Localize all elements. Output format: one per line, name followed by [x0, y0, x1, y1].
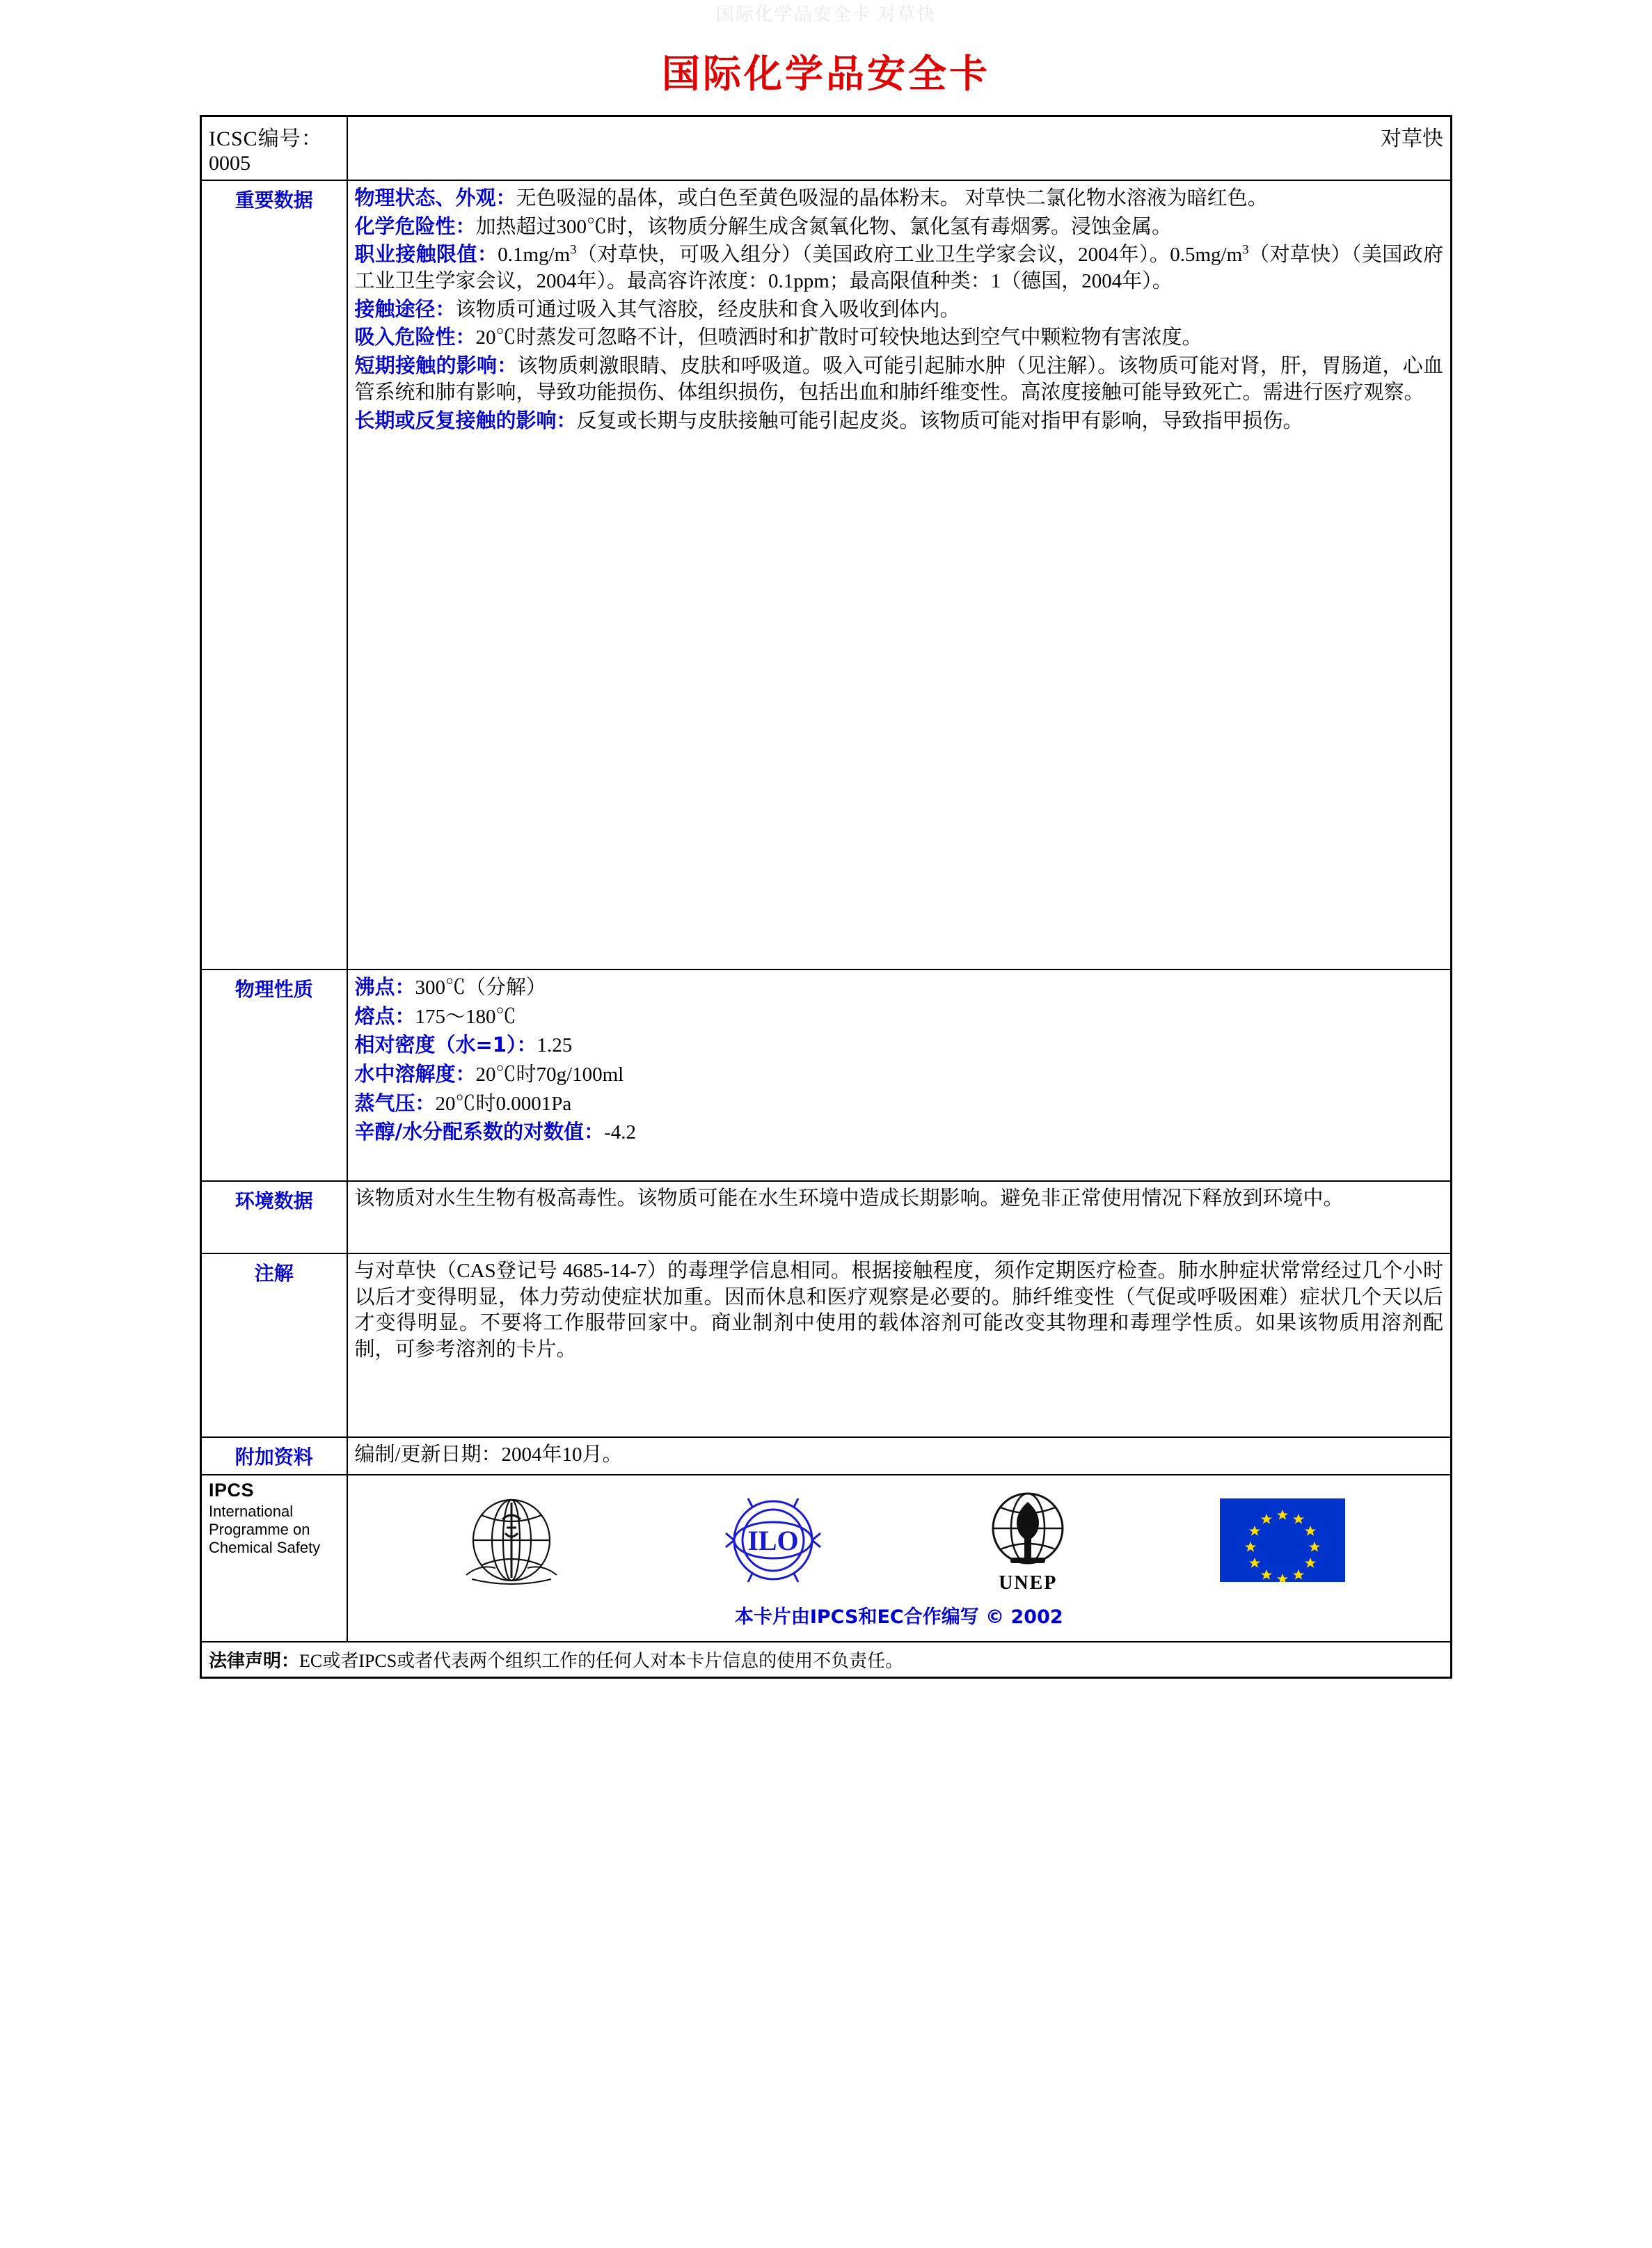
- notes-label: 注解: [201, 1253, 347, 1437]
- phys-item: [355, 1091, 1444, 1118]
- item-text: 175～180℃: [415, 1005, 516, 1028]
- item-text: 该物质刺激眼睛、皮肤和呼吸道。吸入可能引起肺水肿（见注解）。该物质可能对肾，肝，胃肠道，心血管系统和肺有影响，导致功能损伤、体组织损伤，包括出血和肺纤维变性。高浓度接触可能导致死亡。需进行医疗观察。: [354, 355, 1443, 404]
- credit-line: 本卡片由IPCS和EC合作编写 © 2002: [734, 1606, 1063, 1628]
- ipcs-title: IPCS: [209, 1480, 255, 1501]
- important-data-item: [355, 242, 1444, 294]
- item-text: 反复或长期与皮肤接触可能引起皮炎。该物质可能对指甲有影响，导致指甲损伤。: [576, 409, 1303, 432]
- page-title: 国际化学品安全卡: [661, 52, 990, 96]
- unep-label: UNEP: [999, 1572, 1058, 1594]
- phys-item: [355, 1004, 1444, 1031]
- additional-row: [201, 1437, 1452, 1475]
- logos-and-credit: [347, 1475, 1452, 1642]
- item-keyword: 蒸气压：: [354, 1091, 436, 1115]
- eu-flag: [1220, 1498, 1345, 1585]
- important-data-item: [355, 214, 1444, 241]
- item-text: 无色吸湿的晶体，或白色至黄色吸湿的晶体粉末。 对草快二氯化物水溶液为暗红色。: [516, 187, 1268, 209]
- unep-logo: [976, 1489, 1080, 1594]
- item-text: 20℃时70g/100ml: [475, 1063, 624, 1086]
- environmental-data-row: [201, 1181, 1452, 1253]
- item-keyword: 水中溶解度：: [354, 1062, 476, 1086]
- environmental-data-content: [347, 1181, 1452, 1253]
- phys-item: [355, 1032, 1444, 1059]
- legal-label: 法律声明：: [209, 1651, 300, 1672]
- additional-label: 附加资料: [201, 1437, 347, 1475]
- environmental-data-text: 该物质对水生生物有极高毒性。该物质可能在水生环境中造成长期影响。避免非正常使用情况下释放到环境中。: [354, 1187, 1344, 1210]
- faint-header-text: 国际化学品安全卡 对草快: [715, 4, 937, 24]
- important-data-label: 重要数据: [201, 180, 347, 969]
- item-keyword: 接触途径：: [354, 296, 456, 321]
- item-text: $0.1mg/m^3$（对草快，可吸入组分）（美国政府工业卫生学家会议，2004年）。$0.5mg/m^3$（对草快）（美国政府工业卫生学家会议，2004年）。最高容许浓度：0.1ppm；最高限值种类：1（德国，2004年）。: [354, 242, 1443, 293]
- ipcs-subtitle: International Programme on Chemical Safety: [209, 1503, 321, 1556]
- phys-item: [355, 974, 1444, 1002]
- item-keyword: 物理状态、外观：: [354, 186, 516, 209]
- phys-item: [355, 1119, 1444, 1146]
- important-data-item: [355, 408, 1444, 435]
- item-text: 加热超过300℃时，该物质分解生成含氮氧化物、氯化氢有毒烟雾。浸蚀金属。: [475, 215, 1173, 238]
- item-text: 1.25: [537, 1034, 573, 1057]
- legal-notice: [201, 1642, 1452, 1678]
- item-keyword: 辛醇/水分配系数的对数值：: [354, 1120, 605, 1144]
- important-data-row: [201, 180, 1452, 969]
- icsc-number-label: ICSC编号：: [209, 127, 323, 150]
- physical-properties-content: [347, 969, 1452, 1181]
- legal-text: EC或者IPCS或者代表两个组织工作的任何人对本卡片信息的使用不负责任。: [299, 1651, 904, 1671]
- notes-content: [347, 1253, 1452, 1437]
- icsc-number-cell: [201, 116, 347, 181]
- phys-item: [355, 1061, 1444, 1089]
- item-keyword: 相对密度（水=1）：: [354, 1033, 537, 1057]
- icsc-number-value: 0005: [209, 152, 251, 175]
- item-keyword: 沸点：: [354, 975, 415, 999]
- important-data-item: [355, 353, 1444, 406]
- important-data-item: [355, 296, 1444, 324]
- legal-row: [201, 1642, 1452, 1678]
- notes-row: [201, 1253, 1452, 1437]
- important-data-item: [355, 324, 1444, 351]
- ilo-logo: [710, 1491, 836, 1592]
- item-text: 该物质可通过吸入其气溶胶，经皮肤和食入吸收到体内。: [455, 298, 960, 321]
- item-keyword: 熔点：: [354, 1004, 415, 1028]
- svg-text:ILO: ILO: [747, 1525, 799, 1556]
- who-logo: [452, 1491, 571, 1592]
- icsc-card-table: [200, 115, 1452, 1679]
- item-text: 300℃（分解）: [415, 976, 547, 999]
- card-header-row: [201, 116, 1452, 181]
- item-keyword: 化学危险性：: [354, 214, 476, 238]
- item-text: -4.2: [604, 1121, 637, 1144]
- substance-name: 对草快: [347, 116, 1452, 181]
- item-keyword: 长期或反复接触的影响：: [354, 408, 577, 432]
- footer-logos-row: [201, 1475, 1452, 1642]
- physical-properties-label: 物理性质: [201, 969, 347, 1181]
- item-keyword: 短期接触的影响：: [354, 354, 518, 378]
- additional-content: 编制/更新日期：2004年10月。: [347, 1437, 1452, 1475]
- notes-text: 与对草快（CAS登记号 4685-14-7）的毒理学信息相同。根据接触程度，须作定期医疗检查。肺水肿症状常常经过几个小时以后才变得明显，体力劳动使症状加重。因而休息和医疗观察是必要的。肺纤维变性（气促或呼吸困难）症状几个天以后才变得明显。不要将工作服带回家中。商业制剂中使用的载体溶剂可能改变其物理和毒理学性质。如果该物质用溶剂配制，可参考溶剂的卡片。: [354, 1260, 1443, 1361]
- item-text: 20℃时0.0001Pa: [435, 1092, 572, 1115]
- important-data-item: [355, 185, 1444, 212]
- environmental-data-label: 环境数据: [201, 1181, 347, 1253]
- physical-properties-row: [201, 969, 1452, 1181]
- item-keyword: 职业接触限值：: [354, 242, 498, 267]
- item-keyword: 吸入危险性：: [354, 325, 476, 349]
- logo-strip: [355, 1480, 1444, 1597]
- important-data-content: [347, 180, 1452, 969]
- ipcs-block: [201, 1475, 347, 1642]
- item-text: 20℃时蒸发可忽略不计，但喷洒时和扩散时可较快地达到空气中颗粒物有害浓度。: [475, 326, 1202, 349]
